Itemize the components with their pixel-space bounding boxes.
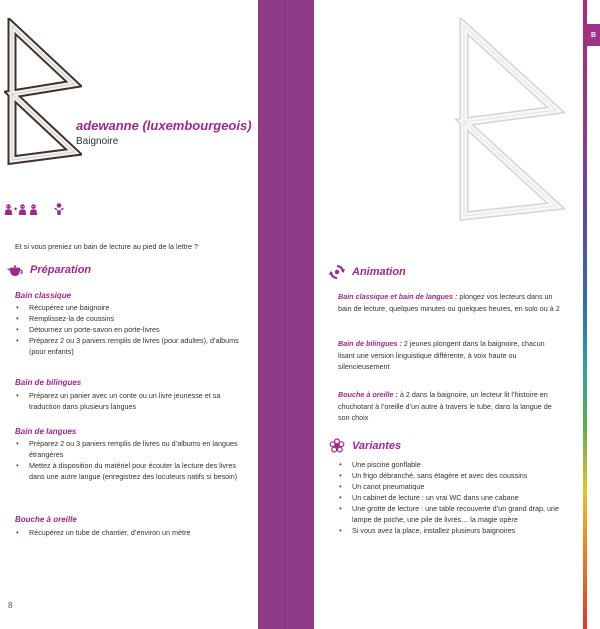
list-item: • Récupérez une baignoire	[15, 302, 243, 313]
variantes-title: Variantes	[352, 440, 402, 452]
animation-paragraph	[338, 338, 562, 373]
bain-langues-list	[15, 438, 243, 482]
paragraph-lead: Bouche à oreille :	[338, 390, 398, 399]
group-title-bain-langues: Bain de langues	[15, 427, 77, 436]
center-gutter	[258, 0, 314, 629]
paragraph-text: plongez vos lecteurs dans un bain de lecture, quelques minutes ou quelques heures, en solo ou à 2	[338, 292, 560, 313]
preparation-heading	[7, 262, 91, 278]
alphabet-tab[interactable]	[587, 24, 600, 46]
paragraph-lead: Bain classique et bain de langues :	[338, 292, 458, 301]
page-number: 8	[8, 601, 13, 610]
list-item: • Une piscine gonflable	[338, 459, 562, 470]
animation-heading	[329, 264, 406, 280]
tab-letter: B	[590, 31, 597, 39]
list-item: • Préparez un panier avec un conte ou un livre jeunesse et sa traduction dans plusieurs langues	[15, 390, 241, 412]
gutter-fold-line	[285, 0, 286, 629]
list-item: • Détournez un porte-savon en porte-livres	[15, 324, 243, 335]
bouche-oreille-list	[15, 527, 243, 538]
paragraph-lead: Bain de bilingues :	[338, 339, 402, 348]
flower-icon	[329, 438, 345, 454]
variantes-heading	[329, 438, 401, 454]
paragraph-text: à 2 dans la baignoire, un lecteur lit l’histoire en chuchotant à l’oreille d’un autre à travers le tube, dans la langue de son choix	[338, 390, 552, 422]
letter-b-image-large	[448, 18, 568, 223]
letter-b-image	[4, 18, 82, 166]
entry-title: adewanne (luxembourgeois)	[76, 118, 252, 133]
list-item: • Préparez 2 ou 3 paniers remplis de livres ou d’albums en langues étrangères	[15, 438, 243, 460]
animation-paragraph	[338, 291, 562, 314]
list-item: • Préparez 2 ou 3 paniers remplis de livres (pour adultes), d’albums (pour enfants)	[15, 335, 243, 357]
intro-text: Et si vous preniez un bain de lecture au pied de la lettre ?	[15, 242, 198, 251]
child-icon	[4, 204, 13, 215]
rainbow-edge-stripe	[583, 0, 587, 629]
list-item: • Si vous avez la place, installez plusieurs baignoires	[338, 525, 562, 536]
list-item: • Un frigo débranché, sans étagère et avec des coussins	[338, 470, 562, 481]
group-title-bain-classique: Bain classique	[15, 291, 72, 300]
list-item: • Récupérez un tube de chantier, d’environ un mètre	[15, 527, 243, 538]
age-separator: •	[14, 204, 18, 214]
age-group-kids	[18, 204, 38, 215]
animation-paragraph	[338, 389, 562, 424]
age-indicator	[4, 203, 64, 215]
list-item: • Une grotte de lecture : une table recouverte d’un grand drap, une lampe de poche, une pile de livres… la magie opère	[338, 503, 562, 525]
paragraph-text: 2 jeunes plongent dans la baignoire, chacun lisant une version linguistique différente, à voix haute ou silencieusement	[338, 339, 545, 371]
teapot-icon	[7, 262, 23, 278]
variantes-list	[338, 459, 562, 536]
child-icon	[18, 204, 27, 215]
list-item: • Mettez à disposition du matériel pour écouter la lecture des livres dans une autre langue (enregistrez des locuteurs natifs si besoin)	[15, 460, 243, 482]
animation-title: Animation	[352, 266, 406, 278]
age-group-child	[4, 204, 13, 215]
preparation-title: Préparation	[30, 264, 92, 276]
child-icon	[29, 204, 38, 215]
list-item: • Un canot pneumatique	[338, 481, 562, 492]
adult-icon	[54, 203, 64, 215]
group-title-bain-bilingues: Bain de bilingues	[15, 378, 82, 387]
list-item: • Remplissez-la de coussins	[15, 313, 243, 324]
cycle-arrows-icon	[329, 264, 345, 280]
group-title-bouche-oreille: Bouche à oreille	[15, 515, 77, 524]
entry-subtitle: Baignoire	[76, 136, 119, 147]
list-item: • Un cabinet de lecture : un vrai WC dans une cabane	[338, 492, 562, 503]
bain-classique-list	[15, 302, 243, 357]
bain-bilingues-list	[15, 390, 241, 412]
